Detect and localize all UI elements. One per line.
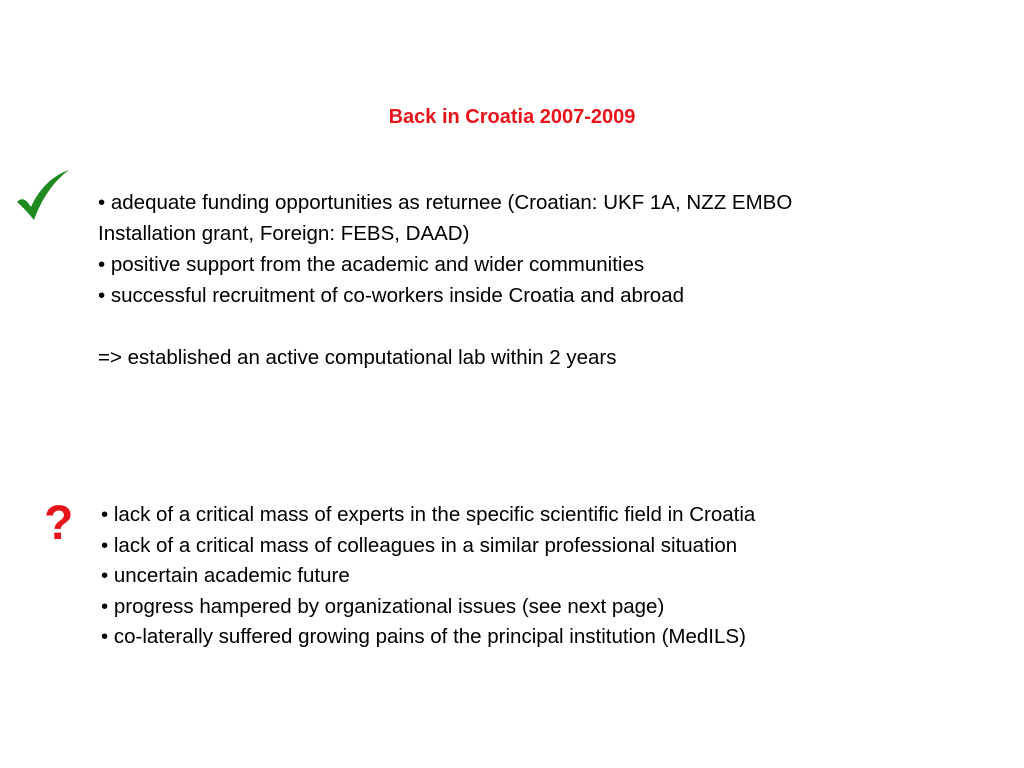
issues-list bbox=[101, 500, 1001, 653]
check-mark-icon bbox=[14, 168, 72, 224]
list-item: • co-laterally suffered growing pains of the principal institution (MedILS) bbox=[101, 625, 746, 648]
positives-list bbox=[98, 187, 998, 373]
list-item: • successful recruitment of co-workers inside Croatia and abroad bbox=[98, 284, 684, 307]
list-item: • uncertain academic future bbox=[101, 564, 350, 587]
list-item: Installation grant, Foreign: FEBS, DAAD) bbox=[98, 222, 470, 245]
question-mark-icon: ? bbox=[44, 497, 74, 550]
list-item: • adequate funding opportunities as returnee (Croatian: UKF 1A, NZZ EMBO bbox=[98, 191, 793, 214]
list-item: • progress hampered by organizational issues (see next page) bbox=[101, 594, 665, 618]
list-item: • lack of a critical mass of colleagues in a similar professional situation bbox=[101, 533, 738, 557]
list-item: • lack of a critical mass of experts in the specific scientific field in Croatia bbox=[101, 503, 756, 526]
conclusion-text: => established an active computational lab within 2 years bbox=[98, 346, 617, 369]
list-item: • positive support from the academic and wider communities bbox=[98, 253, 645, 276]
slide-title: Back in Croatia 2007-2009 bbox=[388, 106, 636, 128]
